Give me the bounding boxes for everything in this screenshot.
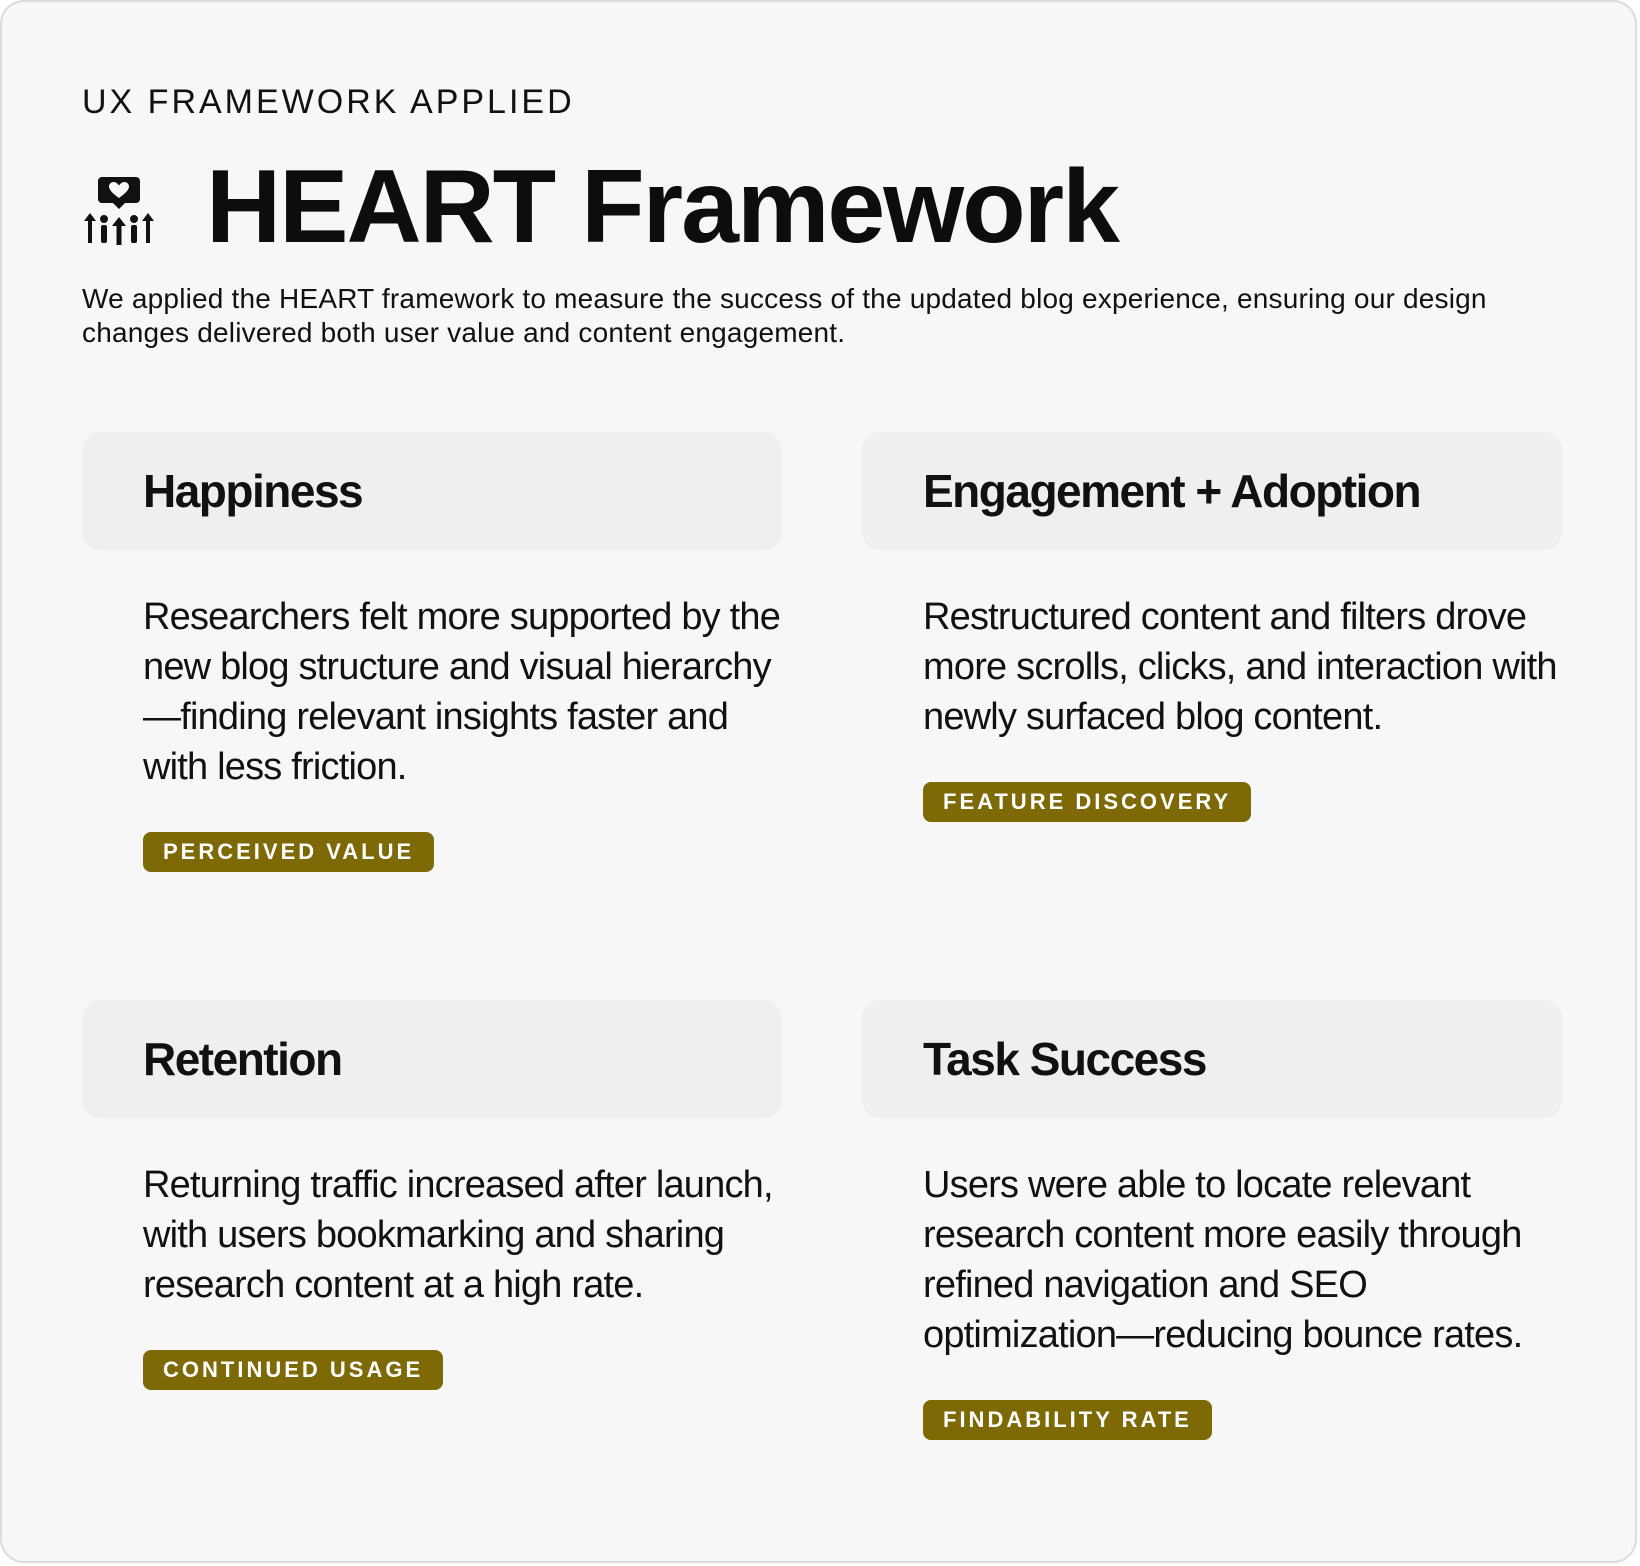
metric-tag: CONTINUED USAGE	[143, 1350, 443, 1390]
metric-header	[862, 432, 1562, 550]
metric-title: Task Success	[923, 1033, 1206, 1085]
metric-title: Engagement + Adoption	[923, 465, 1421, 517]
metric-header	[82, 1000, 782, 1118]
metric-description: Researchers felt more supported by the new blog structure and visual hierarchy—finding relevant insights faster and with less friction.	[143, 596, 781, 788]
metric-header	[862, 1000, 1562, 1118]
metric-title: Happiness	[143, 465, 363, 517]
metric-engagement-adoption	[862, 432, 1562, 822]
metric-tag: PERCEIVED VALUE	[143, 832, 434, 872]
metric-description: Restructured content and filters drove more scrolls, clicks, and interaction with newly surfaced blog content.	[923, 596, 1557, 738]
metric-header	[82, 432, 782, 550]
page-title: HEART Framework	[206, 149, 1118, 265]
metric-description: Returning traffic increased after launch, with users bookmarking and sharing research content at a high rate.	[143, 1164, 773, 1306]
intro-paragraph: We applied the HEART framework to measure the success of the updated blog experience, ensuring our design changes delivered both user value and content engagement.	[82, 283, 1487, 348]
metric-tag: FEATURE DISCOVERY	[923, 782, 1251, 822]
heart-growth-icon	[82, 173, 156, 247]
metric-happiness	[82, 432, 782, 872]
metric-task-success	[862, 1000, 1562, 1440]
metric-retention	[82, 1000, 782, 1390]
eyebrow-label: UX FRAMEWORK APPLIED	[82, 83, 575, 121]
metric-title: Retention	[143, 1033, 342, 1085]
metric-tag: FINDABILITY RATE	[923, 1400, 1212, 1440]
title-row	[82, 149, 1118, 265]
metric-description: Users were able to locate relevant research content more easily through refined navigation and SEO optimization—reducing bounce rates.	[923, 1164, 1523, 1356]
